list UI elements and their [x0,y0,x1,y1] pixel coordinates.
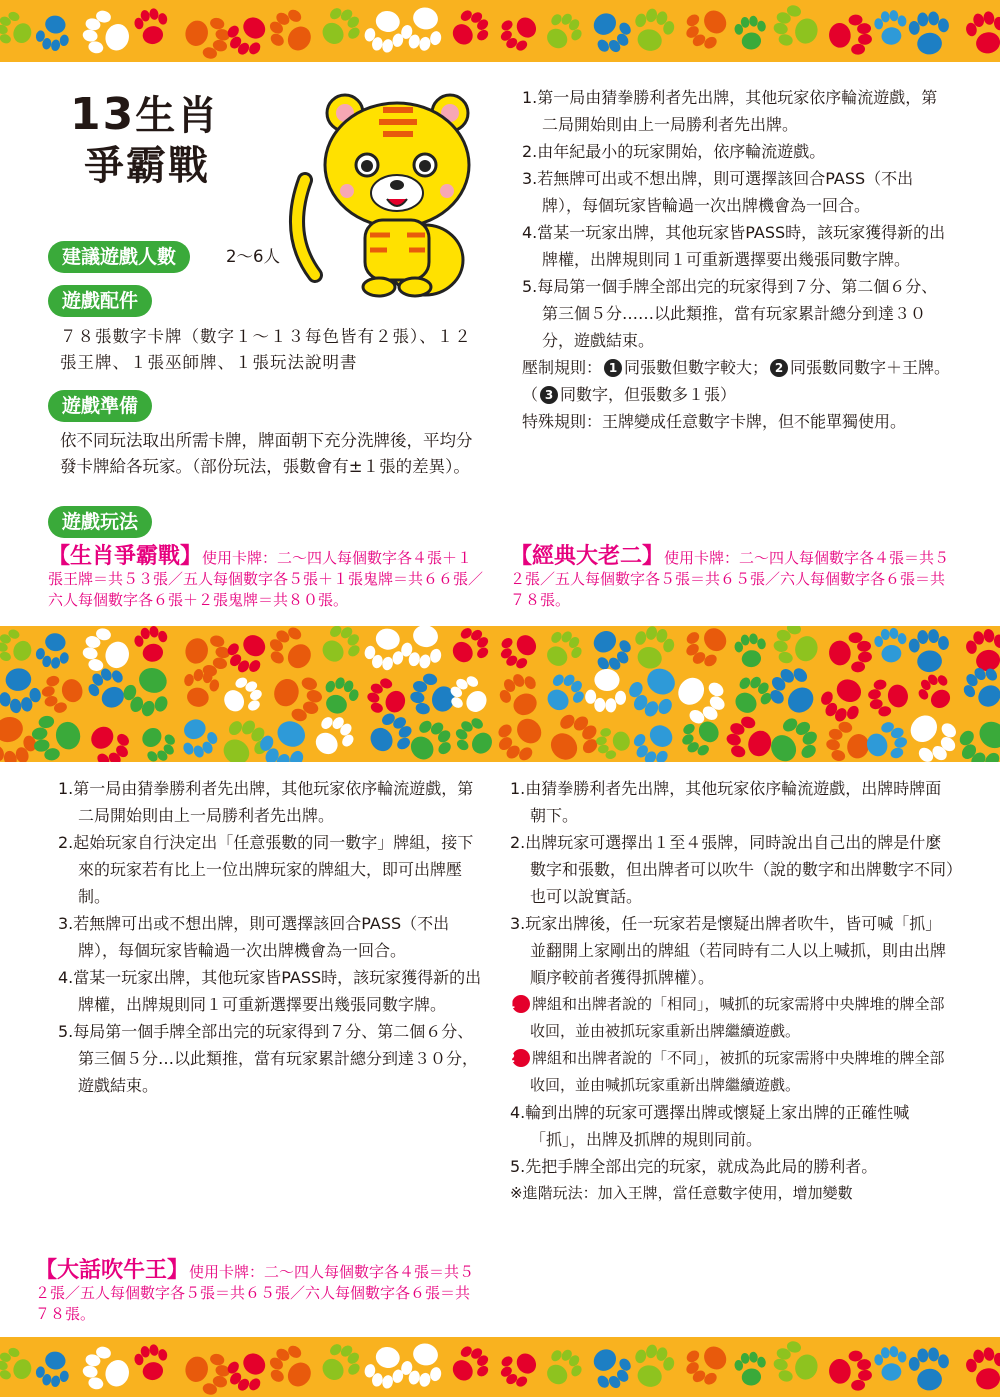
footprint-icon [402,713,459,762]
list-item [58,1018,488,1099]
footprint-icon [407,670,459,721]
footprint-icon [217,672,267,721]
footprint-icon [221,8,275,62]
middle-footprint-band [0,626,1000,762]
list-item-text: 1.由猜拳勝利者先出牌，其他玩家依序輪流遊戲，出牌時牌面朝下。 [510,779,942,825]
list-item-text: 2.起始玩家自行決定出「任意張數的同一數字」牌組，接下來的玩家若有比上一位出牌玩家的牌組大，即可出牌壓制。 [58,833,474,906]
footprint-icon [494,626,543,674]
bluff-desc: 使用卡牌：二～四人每個數字各４張＝共５２張／五人每個數字各５張＝共６５張／六人每個數字各６張＝共７８張。 [35,1263,475,1323]
footprint-icon [951,710,1000,762]
footprint-icon [913,668,959,715]
footprint-icon [363,674,411,721]
footprint-icon [873,1345,909,1383]
footprint-icon [678,626,734,673]
footprint-icon [79,7,134,60]
classic-desc: 使用卡牌：二～四人每個數字各４張＝共５２張／五人每個數字各５張＝共６５張／六人每個數字各６張＝共７８張。 [510,549,950,609]
components-text: ７８張數字卡牌（數字１～１３每色皆有２張）、１２張王牌、１張巫師牌、１張玩法說明書 [60,327,472,372]
list-item [58,829,488,910]
footprint-icon [181,11,234,62]
footprint-icon [0,1344,37,1387]
bluff-header [35,1260,480,1325]
red-rule-item [506,991,955,1045]
footprint-icon [873,626,909,664]
players-value: 2～6人 [226,247,280,266]
footprint-icon [873,9,909,47]
footprint-icon [494,1344,543,1393]
circle-2-icon: 2 [770,359,788,377]
footprint-icon [762,711,826,762]
classic-header [510,546,955,611]
footprint-icon [262,3,320,61]
list-item [522,138,952,165]
special-rule: 特殊規則：王牌變成任意數字卡牌，但不能單獨使用。 [522,412,907,431]
list-item [58,775,488,829]
footprint-icon [668,666,734,731]
suppress-rules [522,354,952,435]
footprint-icon [583,5,638,60]
red-rule-item [506,1045,955,1099]
footprint-icon [678,1337,734,1392]
footprint-icon [627,716,682,762]
footprint-icon [0,8,37,51]
howto-pill: 遊戲玩法 [48,506,152,538]
footprint-icon [34,13,73,53]
tiger-mascot-icon [275,85,495,300]
footprint-icon [538,1343,587,1393]
footprint-icon [540,706,606,762]
footprint-icon [34,1349,73,1389]
footprint-icon [538,626,587,674]
footprint-icon [678,0,734,56]
circle-2-icon: 2 [512,1049,530,1067]
list-item-text: 4.輪到出牌的玩家可選擇出牌或懷疑上家出牌的正確性喊「抓」，出牌及抓牌的規則同前。 [510,1103,910,1149]
bottom-footprint-band [0,1337,1000,1397]
footprint-icon [963,1345,1000,1394]
zodiac-header [48,546,483,611]
footprint-icon [827,13,873,57]
list-item [510,829,955,910]
footprint-icon [398,626,446,671]
list-item-text: 2.由年紀最小的玩家開始，依序輪流遊戲。 [522,142,826,161]
list-item-text: 5.每局第一個手牌全部出完的玩家得到７分、第二個６分、第三個５分……以此類推，當有玩家累計總分到達３０分，遊戲結束。 [522,277,938,350]
footprint-icon [268,668,327,725]
list-item-text: 4.當某一玩家出牌，其他玩家皆PASS時，該玩家獲得新的出牌權，出牌規則同１可重新選擇要出幾張同數字牌。 [58,968,482,1014]
footprint-icon [908,10,952,56]
zodiac-title: 【生肖爭霸戰】 [48,544,203,569]
list-item-text: 1.第一局由猜拳勝利者先出牌，其他玩家依序輪流遊戲，第二局開始則由上一局勝利者先出牌。 [58,779,474,825]
list-item-text: 4.當某一玩家出牌，其他玩家皆PASS時，該玩家獲得新的出牌權，出牌規則同１可重新選擇要出幾張同數字牌。 [522,223,946,269]
footprint-icon [398,1339,446,1389]
footprint-icon [963,626,1000,675]
footprint-pattern-middle [0,626,1000,762]
footprint-icon [494,8,543,57]
footprint-icon [733,14,769,51]
footprint-icon [314,1,367,54]
list-item [522,219,952,273]
footprint-icon [262,1339,320,1397]
footprint-icon [583,1341,638,1396]
footprint-icon [908,1346,952,1392]
footprint-icon [314,1337,367,1390]
footprint-icon [722,712,778,762]
footprint-icon [622,659,686,724]
footprint-icon [363,707,419,762]
footprint-icon [79,1343,134,1396]
footprint-icon [899,704,966,762]
footprint-icon [38,669,87,716]
footprint-icon [118,661,177,722]
zodiac-desc: 使用卡牌：二～四人每個數字各４張＋１張王牌＝共５３張／五人每個數字各５張＋１張鬼牌＝共６６張／六人每個數字各６張＋２張鬼牌＝共８０張。 [48,549,484,609]
red-rule-text: 牌組和出牌者說的「不同」，被抓的玩家需將中央牌堆的牌全部收回，並由喊抓玩家重新出牌繼續遊戲。 [530,1049,945,1094]
footprint-icon [398,3,446,53]
list-item [510,1099,955,1153]
footprint-icon [81,717,137,762]
footprint-icon [0,626,37,669]
footprint-icon [362,1343,408,1391]
list-item-text: 2.出牌玩家可選擇出１至４張牌，同時說出自己出的牌是什麼數字和張數，但出牌者可以吹牛（說的數字和出牌數字不同）也可以說實話。 [510,833,955,906]
setup-pill: 遊戲準備 [48,390,152,422]
footprint-icon [318,673,363,719]
footprint-icon [445,626,496,672]
footprint-icon [585,668,627,713]
circle-1-icon: 1 [604,359,622,377]
components-pill: 遊戲配件 [48,285,152,317]
footprint-icon [174,713,222,762]
players-pill: 建議遊戲人數 [48,241,190,273]
footprint-icon [362,7,408,55]
footprint-icon [629,1341,678,1392]
footprint-icon [0,666,43,715]
circle-1-icon: 1 [512,995,530,1013]
bluff-rules [506,775,955,1207]
list-item [58,964,488,1018]
footprint-icon [823,719,874,762]
footprint-icon [866,675,911,718]
footprint-icon [594,723,633,761]
footprint-icon [262,626,320,678]
list-item [522,165,952,219]
circle-3-icon: 3 [540,386,558,404]
list-item-text: 5.先把手牌全部出完的玩家，就成為此局的勝利者。 [510,1157,878,1176]
setup-text: 依不同玩法取出所需卡牌，牌面朝下充分洗牌後，平均分發卡牌給各玩家。（部份玩法，張數會有±１張的差異）。 [60,431,473,476]
footprint-icon [862,718,912,762]
footprint-icon [132,626,171,665]
title-line-1: 13生肖 [70,89,220,140]
list-item [522,84,952,138]
lower-left-rules [58,775,488,1099]
classic-title: 【經典大老二】 [510,544,665,569]
footprint-icon [762,659,825,723]
game-title [70,90,270,191]
footprint-icon [908,628,952,674]
footprint-icon [132,1342,171,1383]
list-item [510,775,955,829]
footprint-icon [181,1347,234,1397]
footprint-icon [963,9,1000,58]
footprint-icon [490,707,551,762]
big2-rules [522,84,952,354]
footprint-icon [770,1337,823,1389]
footprint-icon [827,1349,873,1393]
footprint-pattern-bottom [0,1337,1000,1397]
footprint-icon [629,5,678,56]
footprint-icon [445,1340,496,1390]
footprint-icon [494,668,548,723]
footprint-icon [221,626,275,680]
footprint-icon [770,626,823,671]
list-item [522,273,952,354]
footprint-icon [34,630,73,670]
footprint-icon [815,671,871,728]
footprint-icon [733,632,769,669]
footprint-icon [445,4,496,54]
footprint-icon [827,631,873,675]
red-rule-text: 牌組和出牌者說的「相同」，喊抓的玩家需將中央牌堆的牌全部收回，並由被抓玩家重新出牌繼續遊戲。 [530,995,945,1040]
footprint-icon [306,709,360,762]
footprint-icon [733,1350,769,1387]
list-item-text: 5.每局第一個手牌全部出完的玩家得到７分、第二個６分、第三個５分…以此類推，當有玩家累計總分到達３０分，遊戲結束。 [58,1022,479,1095]
suppress-rule: 壓制規則： 1 同張數但數字較大； 2 同張數同數字＋王牌。（ 3 同數字，但張數多１張） [522,358,951,404]
footprint-icon [538,7,587,57]
top-footprint-band [0,0,1000,62]
footprint-icon [221,1344,275,1397]
footprint-icon [362,626,408,673]
list-item-text: 3.玩家出牌後，任一玩家若是懷疑出牌者吹牛，皆可喊「抓」並翻開上家剛出的牌組（若同時有二人以上喊抓，則由出牌順序較前者獲得抓牌權）。 [510,914,947,987]
list-item-text: 3.若無牌可出或不想出牌，則可選擇該回合PASS（不出牌），每個玩家皆輪過一次出牌機會為一回合。 [58,914,450,960]
footprint-icon [726,670,777,722]
footprint-icon [132,6,171,47]
footprint-icon [133,720,181,762]
footprint-pattern-top [0,0,1000,62]
footprint-icon [539,667,591,719]
footprint-icon [449,712,500,762]
footprint-icon [770,1,823,53]
list-item-text: 3.若無牌可出或不想出牌，則可選擇該回合PASS（不出牌），每個玩家皆輪過一次出牌機會為一回合。 [522,169,914,215]
list-item [510,1153,955,1180]
list-item [58,910,488,964]
list-item-text: 1.第一局由猜拳勝利者先出牌，其他玩家依序輪流遊戲，第二局開始則由上一局勝利者先出牌。 [522,88,938,134]
footprint-icon [629,626,678,673]
list-item [510,910,955,991]
bluff-title: 【大話吹牛王】 [35,1258,190,1283]
title-line-2: 爭霸戰 [84,143,210,189]
advanced-note: ※進階玩法：加入王牌，當任意數字使用，增加變數 [510,1184,853,1202]
footprint-icon [29,711,84,762]
footprint-icon [314,626,367,672]
